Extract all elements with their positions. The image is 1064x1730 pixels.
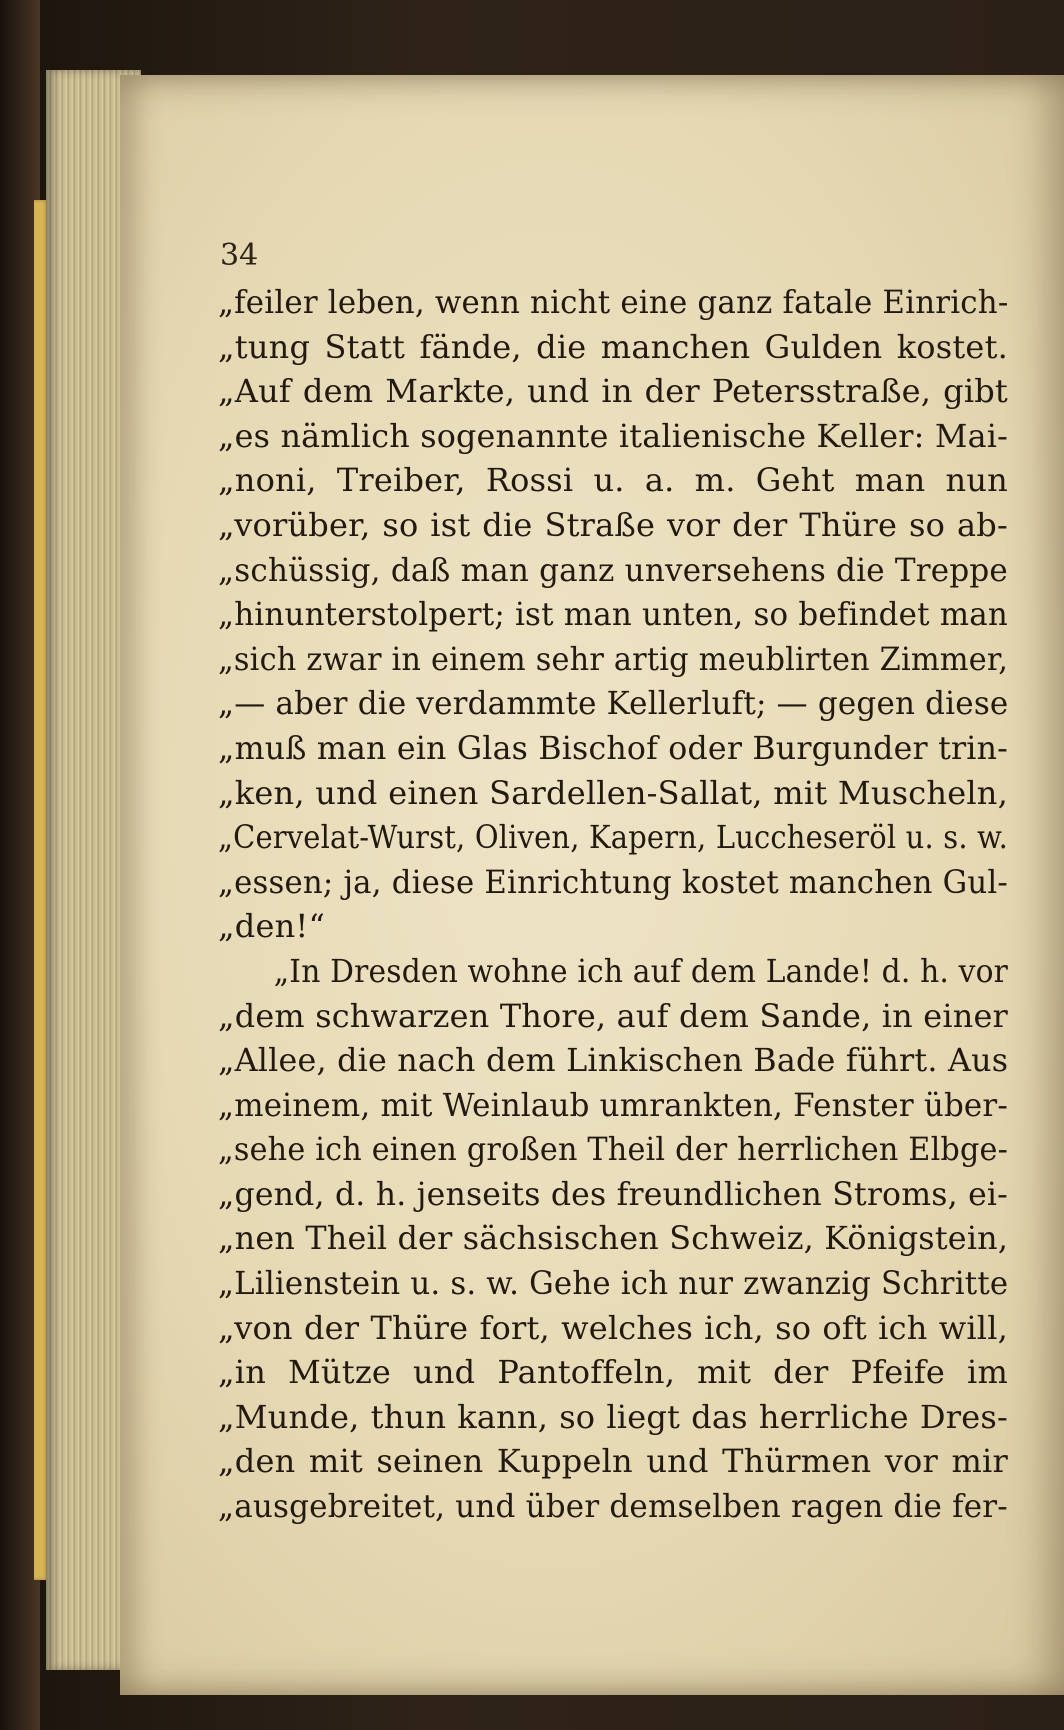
text-line: „feiler leben, wenn nicht eine ganz fatale Einrich- [218, 283, 1009, 321]
text-line: „— aber die verdammte Kellerluft; — gegen diese [218, 684, 1009, 723]
text-line: „ken, und einen Sardellen-Sallat, mit Muscheln, [218, 773, 1008, 812]
text-line: „sich zwar in einem sehr artig meublirten Zimmer, [218, 639, 1009, 678]
text-line: „In Dresden wohne ich auf dem Lande! d. h. vor [273, 951, 1009, 990]
text-line: „vorüber, so ist die Straße vor der Thüre so ab- [218, 505, 1008, 544]
text-line: „Allee, die nach dem Linkischen Bade führt. Aus [218, 1041, 1009, 1080]
text-line: „ausgebreitet, und über demselben ragen die fer- [218, 1487, 1008, 1526]
page-text [218, 280, 1008, 1529]
text-line: „den mit seinen Kuppeln und Thürmen vor mir [218, 1442, 1008, 1481]
text-line: „den!“ [218, 907, 326, 946]
text-line: „meinem, mit Weinlaub umrankten, Fenster über- [218, 1085, 1009, 1124]
page-number: 34 [220, 238, 259, 273]
text-line: „von der Thüre fort, welches ich, so oft ich will, [218, 1308, 1008, 1347]
text-line: „in Mütze und Pantoffeln, mit der Pfeife im [218, 1353, 1008, 1392]
text-line: „essen; ja, diese Einrichtung kostet manchen Gul- [218, 862, 1009, 901]
text-line: „Cervelat-Wurst, Oliven, Kapern, Luccheseröl u. s. w. [218, 818, 1009, 857]
text-line: „Auf dem Markte, und in der Petersstraße, gibt [218, 372, 1008, 411]
text-line: „Munde, thun kann, so liegt das herrliche Dres- [218, 1397, 1008, 1436]
text-line: „hinunterstolpert; ist man unten, so befindet man [218, 595, 1009, 634]
text-line: „Lilienstein u. s. w. Gehe ich nur zwanzig Schritte [218, 1264, 1009, 1303]
text-line: „nen Theil der sächsischen Schweiz, Königstein, [218, 1219, 1009, 1258]
text-line: „dem schwarzen Thore, auf dem Sande, in einer [218, 996, 1008, 1035]
text-line: „schüssig, daß man ganz unversehens die Treppe [218, 550, 1008, 589]
text-line: „sehe ich einen großen Theil der herrlichen Elbge- [218, 1130, 1009, 1169]
text-line: „muß man ein Glas Bischof oder Burgunder trin- [218, 728, 1008, 767]
text-line: „gend, d. h. jenseits des freundlichen Stroms, ei- [218, 1174, 1008, 1213]
text-line: „es nämlich sogenannte italienische Keller: Mai- [218, 416, 1009, 455]
text-line: „noni, Treiber, Rossi u. a. m. Geht man nun [218, 461, 1008, 500]
text-line: „tung Statt fände, die manchen Gulden kostet. [218, 327, 1008, 366]
